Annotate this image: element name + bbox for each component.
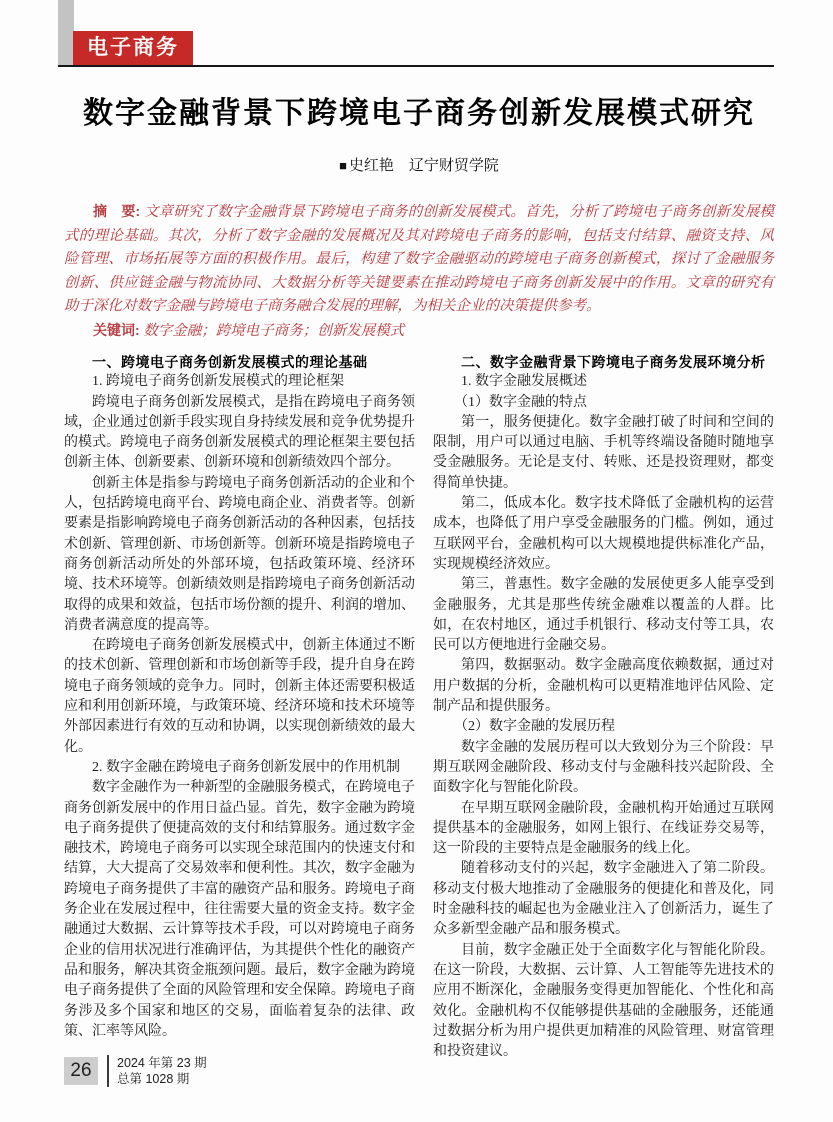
page-number: 26 xyxy=(64,1057,98,1085)
paragraph: 数字金融作为一种新型的金融服务模式，在跨境电子商务创新发展中的作用日益凸显。首先，数字金融为跨境电子商务提供了便捷高效的支付和结算服务。通过数字金融技术，跨境电子商务可以实现全球范围内的快速支付和结算，大大提高了交易效率和便利性。其次，数字金融为跨境电子商务提供了丰富的融资产品和服务。跨境电子商务企业在发展过程中，往往需要大量的资金支持。数字金融通过大数据、云计算等技术手段，可以对跨境电子商务企业的信用状况进行准确评估，为其提供个性化的融资产品和服务，解决其资金瓶颈问题。最后，数字金融为跨境电子商务提供了全面的风险管理和安全保障。跨境电子商务涉及多个国家和地区的交易，面临着复杂的法律、政策、汇率等风险。 xyxy=(64,780,415,1039)
paragraph: 跨境电子商务创新发展模式，是指在跨境电子商务领域，企业通过创新手段实现自身持续发展和竞争优势提升的模式。跨境电子商务创新发展模式的理论框架主要包括创新主体、创新要素、创新环境和创新绩效四个部分。 xyxy=(64,394,415,471)
paragraph: 在跨境电子商务创新发展模式中，创新主体通过不断的技术创新、管理创新和市场创新等手段，提升自身在跨境电子商务领域的竞争力。同时，创新主体还需要积极适应和利用创新环境，与政策环境、经济环境和技术环境等外部因素进行有效的互动和协调，以实现创新绩效的最大化。 xyxy=(64,638,415,755)
issue-line-2: 总第 1028 期 xyxy=(117,1072,190,1086)
author-marker-icon: ■ xyxy=(339,158,347,173)
article-body xyxy=(64,95,774,1062)
page-footer xyxy=(64,1055,207,1087)
author-line xyxy=(64,154,774,175)
subsection-heading: 1. 数字金融发展概述 xyxy=(461,374,587,390)
paragraph: 第二，低成本化。数字技术降低了金融机构的运营成本，也降低了用户享受金融服务的门槛。例如，通过互联网平台，金融机构可以大规模地提供标准化产品，实现规模经济效应。 xyxy=(433,496,774,572)
paragraph: 第三，普惠性。数字金融的发展使更多人能享受到金融服务，尤其是那些传统金融难以覆盖的人群。比如，在农村地区，通过手机银行、移动支付等工具，农民可以方便地进行金融交易。 xyxy=(433,577,774,654)
keywords-label: 关键词: xyxy=(93,321,140,338)
two-column-layout xyxy=(64,352,774,1062)
abstract-label: 摘 要: xyxy=(93,203,141,219)
paragraph: 创新主体是指参与跨境电子商务创新活动的企业和个人，包括跨境电商平台、跨境电商企业、消费者等。创新要素是指影响跨境电子商务创新活动的各种因素，包括技术创新、管理创新、市场创新等。创新环境是指跨境电子商务创新活动所处的外部环境，包括政策环境、经济环境、技术环境等。创新绩效则是指跨境电子商务创新活动取得的成果和效益，包括市场份额的提升、利润的增加、消费者满意度的提高等。 xyxy=(64,475,415,633)
article-title: 数字金融背景下跨境电子商务创新发展模式研究 xyxy=(83,97,755,130)
subsection-heading: 1. 跨境电子商务创新发展模式的理论框架 xyxy=(92,374,344,390)
left-column xyxy=(64,352,415,1062)
section-heading-1: 一、跨境电子商务创新发展模式的理论基础 xyxy=(92,354,368,370)
paragraph: 在早期互联网金融阶段，金融机构开始通过互联网提供基本的金融服务，如网上银行、在线证券交易等，这一阶段的主要特点是金融服务的线上化。 xyxy=(433,800,774,857)
subsection-heading: 2. 数字金融在跨境电子商务创新发展中的作用机制 xyxy=(92,759,400,775)
abstract-paragraph xyxy=(64,200,774,319)
category-badge: 电子商务 xyxy=(73,31,193,65)
issue-line-1: 2024 年第 23 期 xyxy=(117,1056,207,1070)
paragraph: 随着移动支付的兴起，数字金融进入了第二阶段。移动支付极大地推动了金融服务的便捷化和普及化，同时金融科技的崛起也为金融业注入了创新活力，诞生了众多新型金融产品和服务模式。 xyxy=(433,861,774,938)
issue-info xyxy=(117,1055,207,1087)
section-heading-2: 二、数字金融背景下跨境电子商务发展环境分析 xyxy=(461,354,766,370)
footer-divider xyxy=(107,1055,109,1087)
header-rule xyxy=(58,65,774,67)
right-column xyxy=(433,352,774,1062)
keywords-text: 数字金融；跨境电子商务；创新发展模式 xyxy=(143,322,405,339)
abstract-text: 文章研究了数字金融背景下跨境电子商务的创新发展模式。首先，分析了跨境电子商务创新发展模式的理论基础。其次，分析了数字金融的发展概况及其对跨境电子商务的影响，包括支付结算、融资支持、风险管理、市场拓展等方面的积极作用。最后，构建了数字金融驱动的跨境电子商务创新模式，探讨了金融服务创新、供应链金融与物流协同、大数据分析等关键要素在推动跨境电子商务创新发展中的作用。文章的研究有助于深化对数字金融与跨境电子商务融合发展的理解，为相关企业的决策提供参考。 xyxy=(64,204,775,314)
paragraph: 目前，数字金融正处于全面数字化与智能化阶段。在这一阶段，大数据、云计算、人工智能等先进技术的应用不断深化，金融服务变得更加智能化、个性化和高效化。金融机构不仅能够提供基础的金融服务，还能通过数据分析为用户提供更加精准的风险管理、财富管理和投资建议。 xyxy=(433,942,774,1060)
category-tab-shadow-bar xyxy=(58,0,74,65)
paragraph: 数字金融的发展历程可以大致划分为三个阶段：早期互联网金融阶段、移动支付与金融科技兴起阶段、全面数字化与智能化阶段。 xyxy=(433,739,774,796)
sub-subsection-heading: （2）数字金融的发展历程 xyxy=(454,719,615,735)
author-affiliation: 史红艳 辽宁财贸学院 xyxy=(348,157,499,174)
paragraph: 第四，数据驱动。数字金融高度依赖数据，通过对用户数据的分析，金融机构可以更精准地评估风险、定制产品和提供服务。 xyxy=(433,658,774,715)
paragraph: 第一，服务便捷化。数字金融打破了时间和空间的限制，用户可以通过电脑、手机等终端设备随时随地享受金融服务。无论是支付、转账、还是投资理财，都变得简单快捷。 xyxy=(433,414,774,491)
keywords-line xyxy=(64,319,774,344)
sub-subsection-heading: （1）数字金融的特点 xyxy=(454,394,587,410)
